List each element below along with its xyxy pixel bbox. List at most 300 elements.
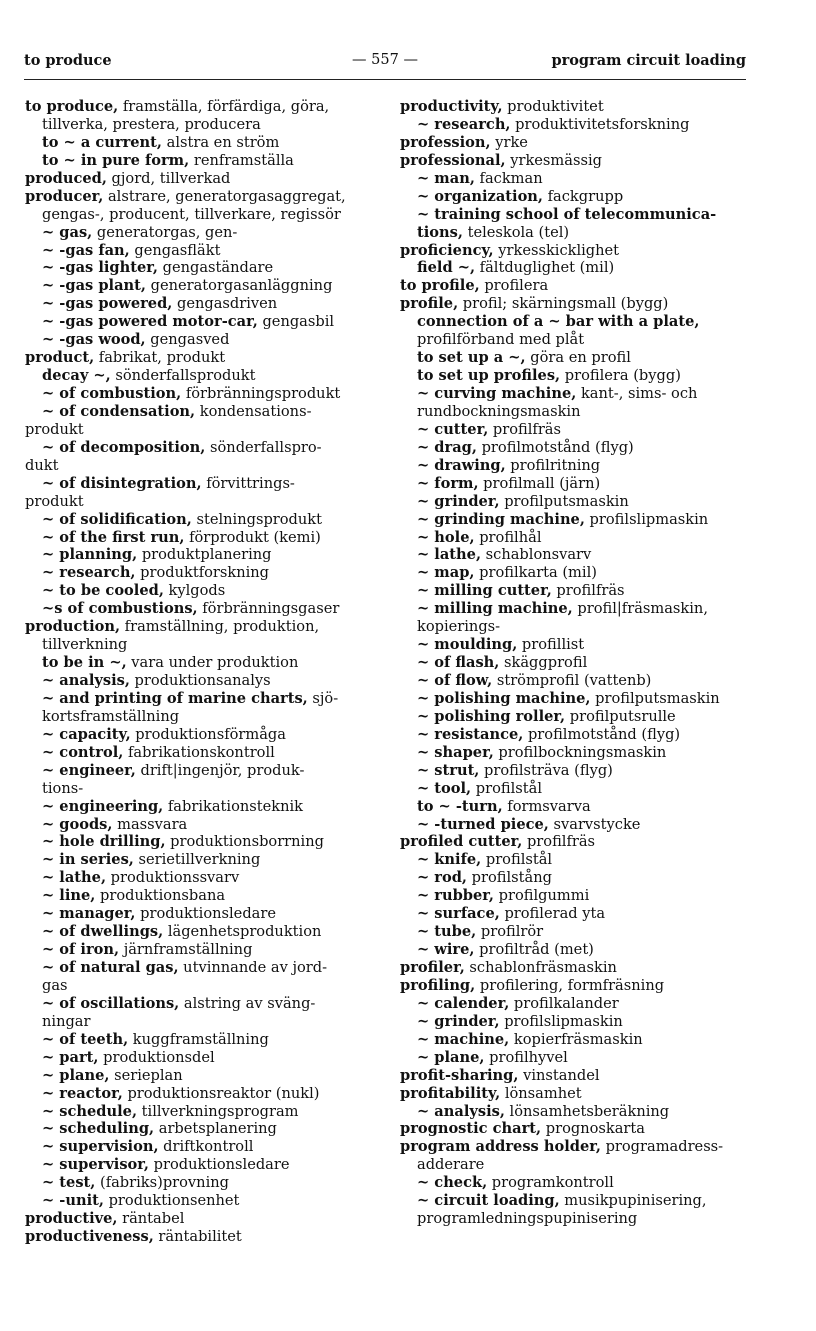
dictionary-line [25,331,380,349]
headword: ~ engineer, [42,761,136,779]
headword: profiled cutter, [400,833,523,851]
dictionary-line [400,385,750,403]
translation: produktionsdel [98,1048,215,1066]
dictionary-line [25,403,380,421]
headword: ~ -gas powered, [42,295,173,313]
headword: ~ to be cooled, [42,582,164,600]
dictionary-line [25,816,380,834]
dictionary-line [25,726,380,744]
dictionary-line [400,564,750,582]
dictionary-line [400,672,750,690]
dictionary-line [25,1192,380,1210]
dictionary-line [25,134,380,152]
translation: programadress- [600,1138,724,1156]
translation: produktivitetsforskning [510,115,690,133]
translation: profilputsmaskin [499,492,629,510]
headword: ~ lathe, [42,869,107,887]
translation: räntabel [117,1210,185,1228]
dictionary-line [25,1085,380,1103]
dictionary-line [400,941,750,959]
dictionary-line [25,887,380,905]
right-column [400,98,750,1228]
headword: decay ~, [42,367,111,385]
headword: to set up profiles, [417,367,561,385]
translation: alstrare, generatorgasaggregat, [103,187,346,205]
translation: svarvstycke [548,815,641,833]
dictionary-line [25,600,380,618]
translation: gjord, tillverkad [106,169,231,187]
dictionary-line [25,475,380,493]
page-number: — 557 — [352,52,418,68]
headword: ~ resistance, [417,725,524,743]
headword: ~ strut, [417,761,480,779]
translation: förprodukt (kemi) [184,528,321,546]
dictionary-line [25,295,380,313]
translation: programkontroll [487,1174,614,1192]
translation: kopierings- [417,618,501,636]
translation: profilputsrulle [565,707,676,725]
translation: profilputsmaskin [590,689,720,707]
translation: kopierfräsmaskin [509,1030,643,1048]
translation: drift|ingenjör, produk- [135,761,305,779]
headword: ~ of flow, [417,672,493,689]
headword: ~ tool, [417,779,472,797]
headword: ~ and printing of marine charts, [42,689,308,707]
translation: produktionssvarv [106,869,240,887]
translation: profilrör [476,923,544,941]
headword: to profile, [400,277,480,295]
headword: ~ of condensation, [42,402,196,420]
headword: proficiency, [400,241,494,259]
headword: ~ of dwellings, [42,923,164,941]
dictionary-line [400,1013,750,1031]
translation: produktionsledare [149,1156,290,1174]
dictionary-line [400,457,750,475]
translation: framställning, produktion, [120,618,320,636]
dictionary-line [400,744,750,762]
headword: prognostic chart, [400,1120,542,1138]
dictionary-line [25,905,380,923]
translation: profilmotstånd (flyg) [476,438,634,456]
translation: generatorgas, gen- [92,223,238,241]
headword: ~ circuit loading, [417,1192,560,1210]
dictionary-line [400,618,750,636]
headword: production, [25,618,121,636]
dictionary-line [25,833,380,851]
dictionary-line [25,780,380,798]
headword: ~ in series, [42,851,134,869]
headword: ~ engineering, [42,797,164,815]
translation: sjö- [307,689,339,707]
headword: ~ part, [42,1048,99,1066]
translation: fabrikationskontroll [123,743,275,761]
headword: ~ of solidification, [42,510,192,528]
translation: profilfräs [522,833,596,851]
dictionary-line [25,977,380,995]
translation: massvara [112,815,188,833]
headword: ~ -gas powered motor-car, [42,313,258,331]
translation: schablonsvarv [481,546,592,564]
dictionary-line [400,833,750,851]
translation: profilering, formfräsning [475,976,665,994]
header-guide-word-left: to produce [24,52,112,69]
translation: gengasfläkt [129,241,221,259]
headword: profiling, [400,976,476,994]
translation: produktionsborrning [165,833,324,851]
dictionary-line [400,1031,750,1049]
headword: ~ drawing, [417,456,506,474]
translation: järnframställning [119,941,253,959]
dictionary-line [400,170,750,188]
headword: ~ tube, [417,923,477,941]
translation: profilmotstånd (flyg) [523,725,681,743]
headword: ~ rubber, [417,887,495,905]
translation: profilhyvel [484,1048,568,1066]
dictionary-line [400,331,750,349]
dictionary-line [25,798,380,816]
dictionary-line [25,493,380,511]
translation: produktplanering [137,546,272,564]
headword: professional, [400,151,506,169]
dictionary-line [25,1210,380,1228]
dictionary-line [400,1085,750,1103]
dictionary-line [400,475,750,493]
headword: ~ polishing machine, [417,689,591,707]
dictionary-line [25,457,380,475]
translation: kondensations- [195,402,312,420]
page-header [24,52,746,74]
dictionary-line [25,277,380,295]
dictionary-line [25,224,380,242]
translation: lägenhetsproduktion [163,923,322,941]
headword: ~ moulding, [417,636,518,654]
dictionary-line [25,242,380,260]
headword: ~ -gas wood, [42,331,146,349]
dictionary-line [25,152,380,170]
dictionary-line [25,349,380,367]
dictionary-line [400,116,750,134]
headword: ~ schedule, [42,1102,138,1120]
translation: profilslipmaskin [499,1012,623,1030]
headword: to ~ in pure form, [42,151,190,169]
translation: (fabriks)provning [95,1174,229,1192]
translation: musikpupinisering, [559,1192,707,1210]
dictionary-line [400,995,750,1013]
headword: ~ control, [42,743,124,761]
headword: ~ form, [417,474,479,492]
headword: ~ hole, [417,528,475,546]
translation: teleskola (tel) [462,223,570,241]
dictionary-line [25,636,380,654]
dictionary-line [400,887,750,905]
translation: arbetsplanering [154,1120,277,1138]
dictionary-line [25,582,380,600]
translation: prognoskarta [541,1120,645,1138]
translation: sönderfallspro- [205,438,322,456]
dictionary-line [400,1192,750,1210]
translation: rundbockningsmaskin [417,402,581,420]
dictionary-line [25,313,380,331]
headword: ~ grinder, [417,492,500,510]
dictionary-line [400,259,750,277]
dictionary-line [25,690,380,708]
translation: yrke [490,133,528,151]
translation: produktionsanalys [129,672,271,689]
headword: ~ -unit, [42,1192,104,1210]
dictionary-line [25,564,380,582]
headword: ~ of combustion, [42,385,182,402]
translation: tions- [42,779,84,797]
translation: sönderfallsprodukt [110,367,256,385]
translation: profil|fräsmaskin, [572,600,708,618]
headword: ~ shaper, [417,743,494,761]
headword: produced, [25,169,107,187]
headword: ~ man, [417,169,475,187]
headword: to be in ~, [42,654,127,672]
translation: kant-, sims- och [576,385,698,402]
headword: to set up a ~, [417,349,526,367]
headword: ~ check, [417,1174,488,1192]
dictionary-line [25,1031,380,1049]
translation: profilslipmaskin [584,510,709,528]
translation: profilhål [474,528,542,546]
headword: profit-sharing, [400,1066,519,1084]
headword: program address holder, [400,1138,601,1156]
translation: driftkontroll [158,1138,254,1156]
translation: yrkesskicklighet [493,241,620,259]
headword: ~s of combustions, [42,600,198,618]
translation: profilera (bygg) [560,367,681,385]
dictionary-line [25,1067,380,1085]
translation: göra en profil [525,349,631,367]
translation: produkt [25,420,84,438]
translation: förvittrings- [201,474,295,492]
dictionary-line [400,869,750,887]
dictionary-line [400,780,750,798]
translation: profilbockningsmaskin [493,743,667,761]
dictionary-line [400,636,750,654]
translation: profilerad yta [499,905,606,923]
dictionary-line [400,905,750,923]
dictionary-line [400,313,750,331]
dictionary-line [400,708,750,726]
headword: profiler, [400,959,465,976]
headword: producer, [25,187,104,205]
headword: ~ polishing roller, [417,707,566,725]
dictionary-line [25,367,380,385]
headword: ~ knife, [417,851,482,869]
dictionary-line [400,600,750,618]
headword: ~ supervisor, [42,1156,149,1174]
headword: ~ plane, [42,1066,110,1084]
dictionary-line [25,1174,380,1192]
headword: connection of a ~ bar with a plate, [417,313,700,331]
headword: ~ plane, [417,1048,485,1066]
dictionary-line [400,134,750,152]
translation: skäggprofil [499,654,588,672]
headword: profession, [400,133,491,151]
headword: productive, [25,1210,118,1228]
translation: vinstandel [518,1066,600,1084]
headword: ~ calender, [417,994,510,1012]
dictionary-line [400,206,750,224]
translation: profillist [517,636,585,654]
dictionary-line [25,1156,380,1174]
translation: produktivitet [502,98,604,115]
translation: produktionsenhet [103,1192,240,1210]
headword: ~ -turned piece, [417,815,549,833]
headword: ~ scheduling, [42,1120,155,1138]
translation: produkt [25,492,84,510]
headword: ~ -gas fan, [42,241,130,259]
translation: förbränningsgaser [197,600,340,618]
dictionary-line [400,1067,750,1085]
dictionary-line [25,421,380,439]
headword: ~ analysis, [417,1102,505,1120]
dictionary-line [25,206,380,224]
translation: vara under produktion [126,654,299,672]
dictionary-line [400,1210,750,1228]
dictionary-line [400,529,750,547]
headword: ~ goods, [42,815,113,833]
dictionary-line [400,367,750,385]
dictionary-line [400,152,750,170]
dictionary-line [25,170,380,188]
dictionary-line [400,277,750,295]
dictionary-line [25,672,380,690]
header-guide-word-right: program circuit loading [551,52,746,69]
dictionary-line [400,295,750,313]
headword: ~ machine, [417,1030,510,1048]
dictionary-line [400,1049,750,1067]
dictionary-line [400,977,750,995]
dictionary-line [400,1156,750,1174]
translation: tillverka, prestera, producera [42,115,261,133]
translation: alstring av sväng- [179,994,316,1012]
translation: produktionsförmåga [130,725,286,743]
dictionary-line [400,1138,750,1156]
headword: profile, [400,295,459,313]
translation: yrkesmässig [505,151,602,169]
dictionary-line [400,546,750,564]
dictionary-line [400,493,750,511]
header-rule [24,79,746,80]
translation: profilgummi [494,887,590,905]
translation: gengasbil [257,313,335,331]
translation: fabrikat, produkt [94,349,226,367]
headword: ~ gas, [42,223,93,241]
translation: tillverkning [42,636,128,654]
translation: lönsamhetsberäkning [504,1102,670,1120]
dictionary-line [25,98,380,116]
dictionary-line [25,1013,380,1031]
headword: tions, [417,223,463,241]
dictionary-line [25,116,380,134]
headword: ~ capacity, [42,725,131,743]
dictionary-line [400,349,750,367]
dictionary-line [400,224,750,242]
headword: ~ cutter, [417,420,489,438]
headword: ~ supervision, [42,1138,159,1156]
headword: ~ planning, [42,546,138,564]
dictionary-line [400,798,750,816]
translation: alstra en ström [162,133,280,151]
translation: profilera [479,277,549,295]
headword: to ~ a current, [42,133,162,151]
headword: ~ surface, [417,905,500,923]
translation: räntabilitet [153,1228,242,1246]
translation: profiltråd (met) [474,941,594,959]
translation: gengasved [145,331,230,349]
dictionary-line [25,869,380,887]
translation: profilstål [481,851,553,869]
headword: ~ of natural gas, [42,959,179,976]
translation: profil; skärningsmall (bygg) [458,295,669,313]
translation: profilstål [471,779,543,797]
dictionary-line [25,1103,380,1121]
headword: ~ of disintegration, [42,474,202,492]
headword: product, [25,349,95,367]
headword: field ~, [417,259,476,277]
translation: generatorgasanläggning [145,277,333,295]
dictionary-line [25,439,380,457]
translation: kortsframställning [42,707,180,725]
translation: profilkalander [509,994,619,1012]
translation: profilmall (järn) [478,474,601,492]
dictionary-line [400,582,750,600]
translation: formsvarva [502,797,591,815]
translation: fabrikationsteknik [163,797,303,815]
translation: utvinnande av jord- [178,959,328,976]
headword: ~ milling cutter, [417,582,552,600]
headword: productivity, [400,98,503,115]
translation: profilfräs [551,582,625,600]
dictionary-line [25,1120,380,1138]
headword: ~ research, [42,564,136,582]
dictionary-line [25,941,380,959]
dictionary-line [25,511,380,529]
headword: ~ milling machine, [417,600,573,618]
headword: ~ of the first run, [42,528,185,546]
dictionary-line [25,188,380,206]
dictionary-line [400,726,750,744]
dictionary-line [25,1138,380,1156]
translation: kylgods [163,582,226,600]
headword: ~ line, [42,887,96,905]
headword: ~ rod, [417,869,468,887]
dictionary-line [400,242,750,260]
dictionary-line [25,654,380,672]
headword: ~ analysis, [42,672,130,689]
translation: profilkarta (mil) [474,564,597,582]
dictionary-line [400,923,750,941]
headword: ~ of oscillations, [42,994,180,1012]
translation: profilfräs [488,420,561,438]
translation: tillverkningsprogram [137,1102,299,1120]
dictionary-line [400,959,750,977]
translation: programledningspupinisering [417,1210,638,1228]
dictionary-line [400,816,750,834]
translation: produktionsledare [135,905,276,923]
translation: profilritning [505,456,601,474]
translation: profilförband med plåt [417,331,585,349]
dictionary-line [25,762,380,780]
translation: schablonfräsmaskin [464,959,617,976]
translation: dukt [25,456,59,474]
headword: profitability, [400,1084,501,1102]
translation: ningar [42,1012,91,1030]
dictionary-line [25,708,380,726]
